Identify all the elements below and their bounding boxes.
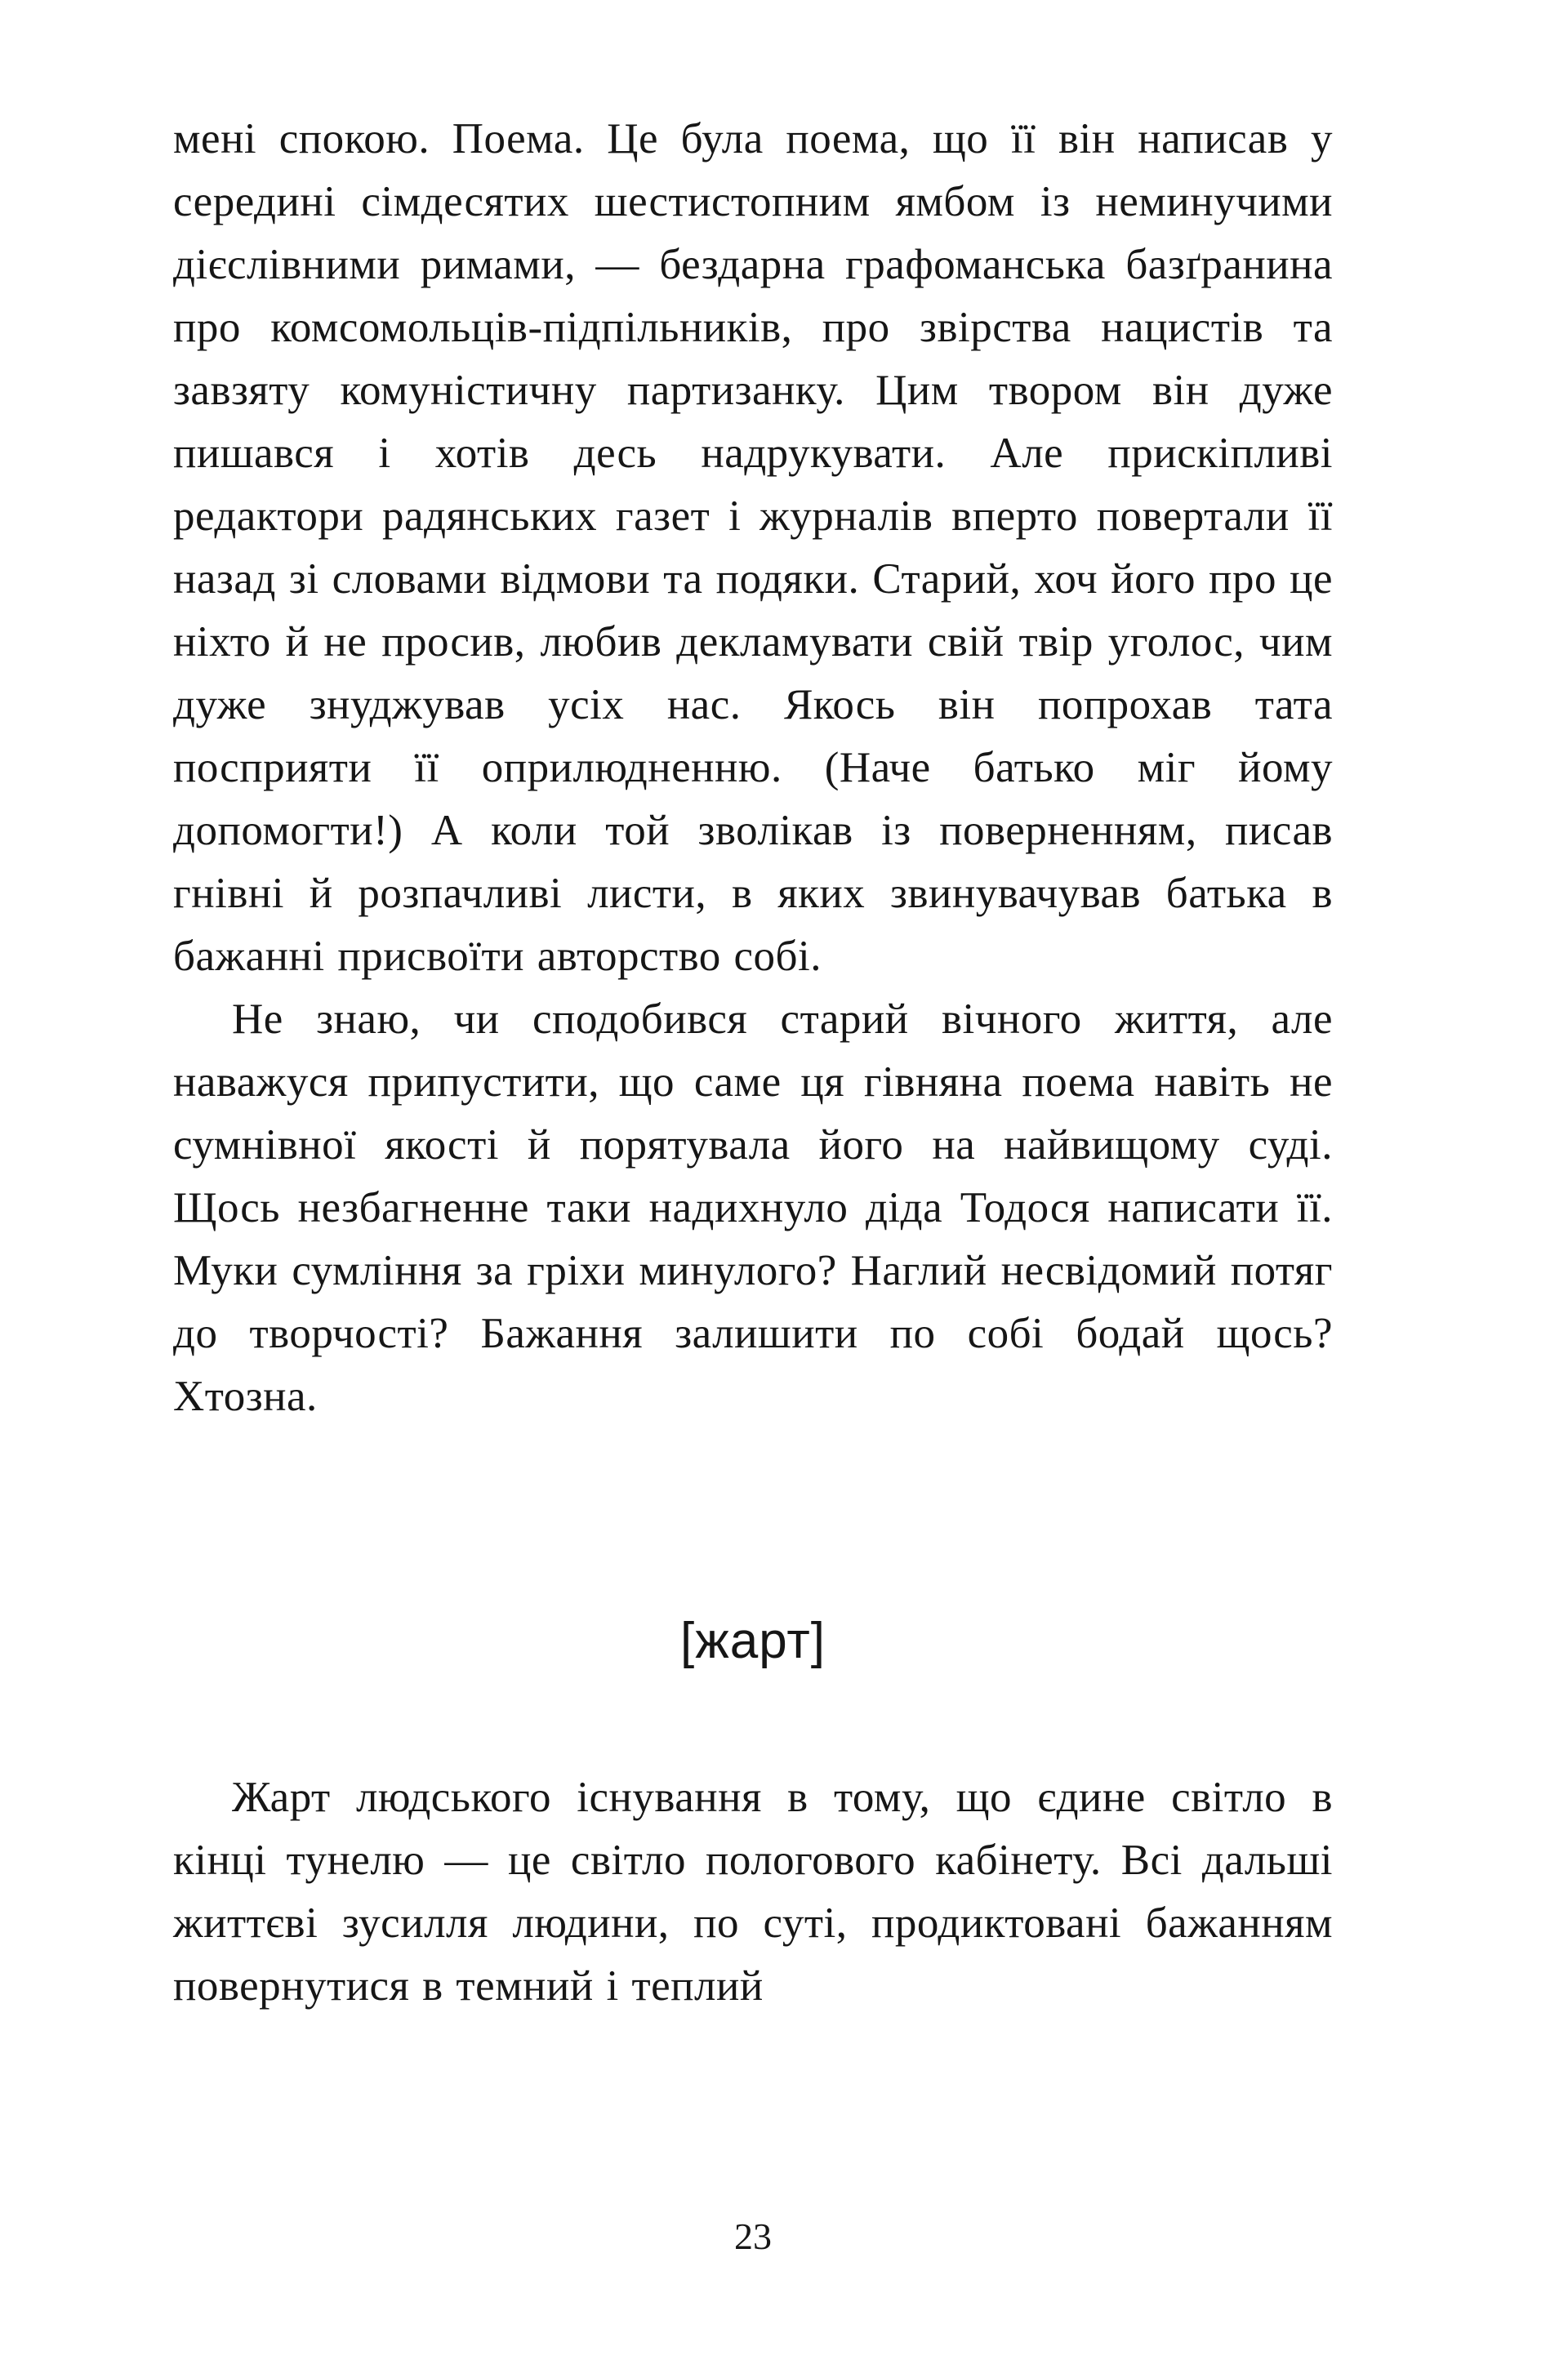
paragraph-continuation: мені спокою. Поема. Це була поема, що її він написав у середині сімдесятих шестистопним ямбом із неминучими дієслівними римами, — бездарна графоманська базґранина про комсомольців-підпільників, про звірства нацистів та завзяту комуністичну партизанку. Цим твором він дуже пишався і хотів десь надрукувати. Але прискіпливі редактори радянських газет і журналів вперто повертали її назад зі словами відмови та подяки. Старий, хоч його про це ніхто й не просив, любив декламувати свій твір уголос, чим дуже знуджував усіх нас. Якось він попрохав тата посприяти її оприлюдненню. (Наче батько міг йому допомогти!) А коли той зволікав із поверненням, писав гнівні й розпачливі листи, в яких звинувачував батька в бажанні присвоїти авторство собі. [173,115,1333,980]
text-block [173,108,1333,2018]
paragraph: Жарт людського існування в тому, що єдине світло в кінці тунелю — це світло пологового кабінету. Всі дальші життєві зусилля людини, по суті, продиктовані бажанням повернутися в темний і теплий [173,1774,1333,2010]
paragraph: Не знаю, чи сподобився старий вічного життя, але наважуся припустити, що саме ця гівняна поема навіть не сумнівної якості й порятувала його на найвищому суді. Щось незбагненне таки надихнуло діда Тодося написати її. Муки сумління за гріхи минулого? Наглий несвідомий потяг до творчості? Бажання залишити по собі бодай щось? Хтозна. [173,995,1333,1420]
page-number: 23 [734,2215,772,2257]
section-heading: [жарт] [680,1613,826,1669]
